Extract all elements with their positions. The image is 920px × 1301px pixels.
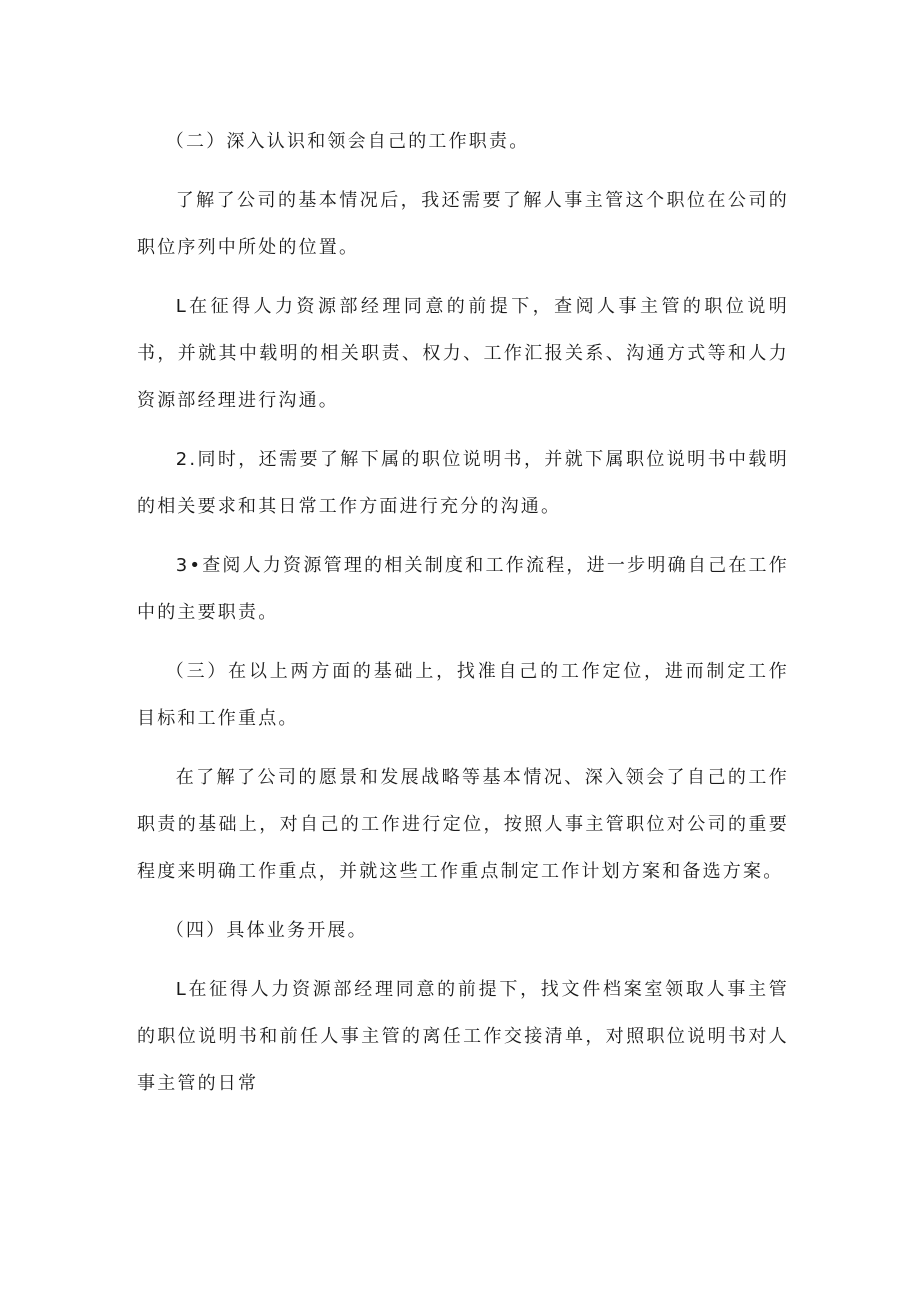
paragraph-business-item-1: L在征得人力资源部经理同意的前提下，找文件档案室领取人事主管的职位说明书和前任人事主管的离任工作交接清单，对照职位说明书对人事主管的日常 <box>137 979 789 1094</box>
paragraph-item-2: 2.同时，还需要了解下属的职位说明书，并就下属职位说明书中载明的相关要求和其日常工作方面进行充分的沟通。 <box>137 449 789 517</box>
document-body <box>137 118 789 1119</box>
section-heading-4: （四）具体业务开展。 <box>165 920 368 941</box>
paragraph-item-3: 3•查阅人力资源管理的相关制度和工作流程，进一步明确自己在工作中的主要职责。 <box>137 555 789 623</box>
paragraph-item-1: L在征得人力资源部经理同意的前提下，查阅人事主管的职位说明书，并就其中载明的相关职责、权力、工作汇报关系、沟通方式等和人力资源部经理进行沟通。 <box>137 296 789 411</box>
paragraph-work-positioning: 在了解了公司的愿景和发展战略等基本情况、深入领会了自己的工作职责的基础上，对自己的工作进行定位，按照人事主管职位对公司的重要程度来明确工作重点，并就这些工作重点制定工作计划方案和备选方案。 <box>137 767 789 882</box>
section-heading-2: （二）深入认识和领会自己的工作职责。 <box>165 131 530 152</box>
paragraph-position-overview: 了解了公司的基本情况后，我还需要了解人事主管这个职位在公司的职位序列中所处的位置。 <box>137 190 789 258</box>
section-heading-3: （三）在以上两方面的基础上，找准自己的工作定位，进而制定工作目标和工作重点。 <box>137 661 789 729</box>
